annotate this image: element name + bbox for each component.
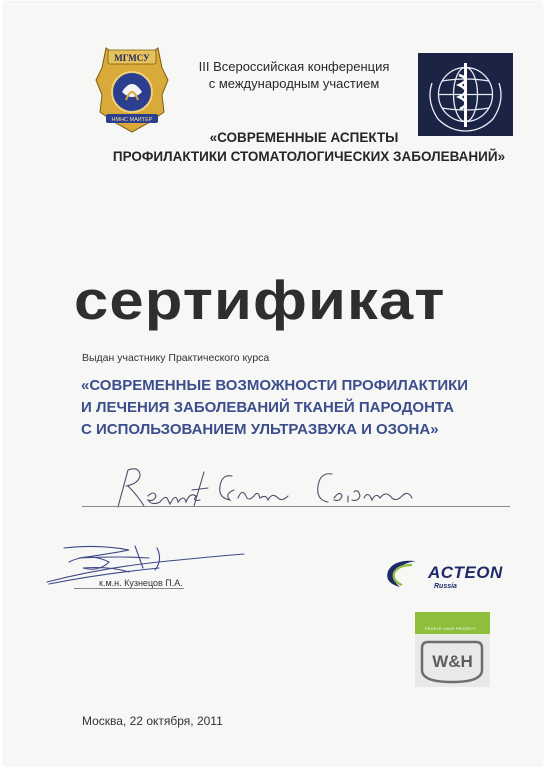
who-emblem-logo — [418, 53, 513, 136]
wh-logo-text: W&H — [432, 652, 473, 671]
participant-handwritten-name — [96, 462, 426, 517]
crest-banner: НМНС МАИТЕР — [111, 117, 153, 123]
conference-title-line-2: ПРОФИЛАКТИКИ СТОМАТОЛОГИЧЕСКИХ ЗАБОЛЕВАНИЙ» — [112, 149, 506, 164]
wh-tagline: PEOPLE HAVE PRIORITY — [425, 627, 477, 631]
signature-line — [74, 588, 184, 589]
wh-logo — [415, 612, 490, 687]
acteon-logo-text: ACTEON — [428, 563, 503, 582]
place-and-date: Москва, 22 октября, 2011 — [82, 714, 223, 728]
conference-line-1: III Всероссийская конференция — [198, 59, 390, 74]
conference-title-line-1: «СОВРЕМЕННЫЕ АСПЕКТЫ — [209, 130, 399, 145]
conference-line-2: с международным участием — [208, 76, 380, 91]
university-crest-logo — [92, 40, 172, 140]
certificate-page — [4, 2, 542, 765]
acteon-swoosh-icon — [382, 557, 422, 589]
crest-name: МГМСУ — [114, 53, 150, 63]
course-title-line-2: И ЛЕЧЕНИЯ ЗАБОЛЕВАНИЙ ТКАНЕЙ ПАРОДОНТА — [81, 399, 454, 416]
participant-name-line — [82, 506, 510, 507]
signer-name: к.м.н. Кузнецов П.А. — [99, 578, 183, 588]
issued-to-text: Выдан участнику Практического курса — [82, 352, 270, 364]
certificate-title: сертификат — [74, 269, 446, 331]
course-title-line-3: С ИСПОЛЬЗОВАНИЕМ УЛЬТРАЗВУКА И ОЗОНА» — [81, 421, 439, 438]
course-title-line-1: «СОВРЕМЕННЫЕ ВОЗМОЖНОСТИ ПРОФИЛАКТИКИ — [81, 377, 469, 394]
acteon-logo-sub: Russia — [434, 583, 457, 590]
